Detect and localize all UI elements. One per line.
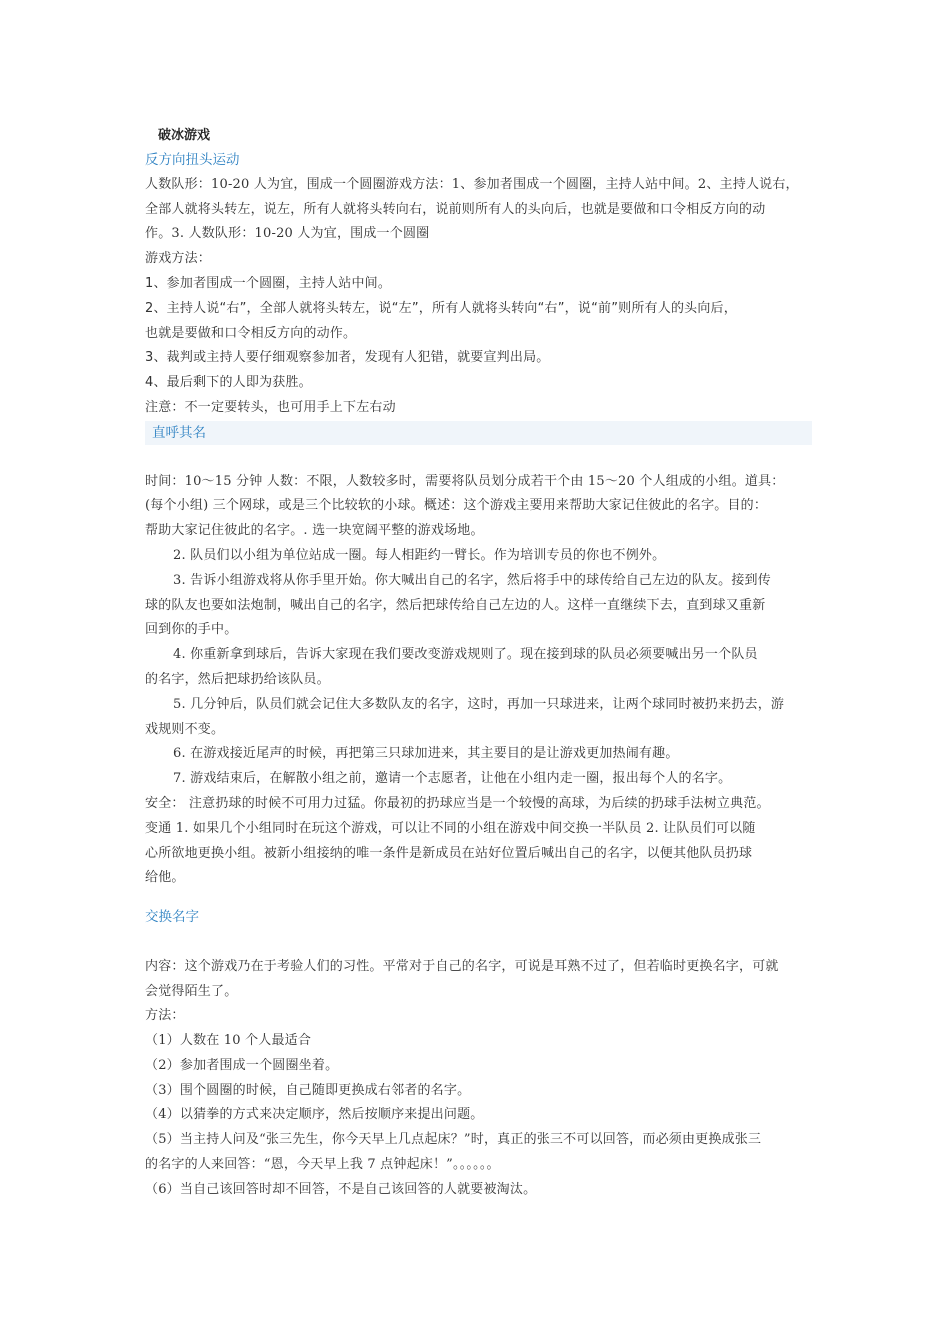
paragraph-line: 全部人就将头转左，说左，所有人就将头转向右，说前则所有人的头向后，也就是要做和口令相反方向的动 (145, 201, 766, 217)
step-line: 3. 告诉小组游戏将从你手里开始。你大喊出自己的名字，然后将手中的球传给自己左边的队友。接到传 (173, 572, 771, 588)
step-line: 回到你的手中。 (145, 622, 238, 638)
step-line: 4. 你重新拿到球后，告诉大家现在我们要改变游戏规则了。现在接到球的队员必须要喊出另一个队员 (173, 647, 758, 663)
paragraph-line: 内容：这个游戏乃在于考验人们的习性。平常对于自己的名字，可说是耳熟不过了，但若临时更换名字，可就 (145, 958, 779, 974)
note-line: 注意：不一定要转头，也可用手上下左右动 (145, 399, 396, 415)
paragraph-line: 时间：10～15 分钟 人数：不限，人数较多时，需要将队员划分成若干个由 15～20 个人组成的小组。道具： (145, 473, 785, 489)
list-item: （3）围个圆圈的时候，自己随即更换成右邻者的名字。 (145, 1082, 471, 1098)
list-item: 1、参加者围成一个圆圈，主持人站中间。 (145, 275, 392, 291)
paragraph-line: 帮助大家记住彼此的名字。. 选一块宽阔平整的游戏场地。 (145, 523, 484, 539)
safety-line: 安全： 注意扔球的时候不可用力过猛。你最初的扔球应当是一个较慢的高球，为后续的扔球手法树立典范。 (145, 795, 770, 811)
spacer (145, 445, 817, 470)
step-line: 5. 几分钟后，队员们就会记住大多数队友的名字，这时，再加一只球进来，让两个球同时被扔来扔去，游 (173, 696, 785, 712)
step-line: 2. 队员们以小组为单位站成一圈。每人相距约一臂长。作为培训专员的你也不例外。 (173, 547, 666, 563)
paragraph-line: 游戏方法： (145, 251, 212, 267)
list-item-continuation: 的名字的人来回答：“恩，今天早上我 7 点钟起床！”。。。。。。 (145, 1157, 500, 1173)
paragraph-line: 会觉得陌生了。 (145, 983, 238, 999)
list-item: 2、主持人说“右”，全部人就将头转左，说“左”，所有人就将头转向“右”，说“前”则所有人的头向后， (145, 300, 737, 316)
list-item: （4）以猜拳的方式来决定顺序，然后按顺序来提出问题。 (145, 1107, 484, 1123)
variation-line: 给他。 (145, 870, 185, 886)
spacer (145, 891, 817, 905)
step-line: 球的队友也要如法炮制，喊出自己的名字，然后把球传给自己左边的人。这样一直继续下去，直到球又重新 (145, 597, 766, 613)
list-item: （1）人数在 10 个人最适合 (145, 1033, 312, 1049)
paragraph-line: 人数队形：10-20 人为宜，围成一个圆圈游戏方法：1、参加者围成一个圆圈，主持人站中间。2、主持人说右， (145, 176, 799, 192)
step-line: 6. 在游戏接近尾声的时候，再把第三只球加进来，其主要目的是让游戏更加热闹有趣。 (173, 746, 679, 762)
list-item: 4、最后剩下的人即为获胜。 (145, 375, 312, 391)
list-item: （5）当主持人问及“张三先生，你今天早上几点起床？”时，真正的张三不可以回答，而必须由更换成张三 (145, 1132, 762, 1148)
paragraph-line: 方法： (145, 1008, 185, 1024)
spacer (145, 930, 817, 955)
step-line: 7. 游戏结束后，在解散小组之前，邀请一个志愿者，让他在小组内走一圈，报出每个人的名字。 (173, 771, 732, 787)
section-heading-call-name: 直呼其名 (145, 421, 812, 445)
document-page (145, 124, 817, 1203)
list-item: 3、裁判或主持人要仔细观察参加者，发现有人犯错，就要宣判出局。 (145, 350, 550, 366)
section-heading-swap-names: 交换名字 (145, 909, 199, 926)
list-item-continuation: 也就是要做和口令相反方向的动作。 (145, 325, 357, 341)
section-heading-reverse-head: 反方向扭头运动 (145, 152, 240, 168)
list-item: （6）当自己该回答时却不回答，不是自己该回答的人就要被淘汰。 (145, 1181, 537, 1197)
paragraph-line: (每个小组) 三个网球，或是三个比较软的小球。概述：这个游戏主要用来帮助大家记住彼此的名字。目的： (145, 498, 768, 514)
document-title: 破冰游戏 (158, 128, 211, 143)
paragraph-line: 作。3. 人数队形：10-20 人为宜，围成一个圆圈 (145, 226, 430, 242)
step-line: 的名字，然后把球扔给该队员。 (145, 671, 330, 687)
list-item: （2）参加者围成一个圆圈坐着。 (145, 1057, 339, 1073)
variation-line: 心所欲地更换小组。被新小组接纳的唯一条件是新成员在站好位置后喊出自己的名字，以便其他队员扔球 (145, 845, 753, 861)
step-line: 戏规则不变。 (145, 721, 225, 737)
variation-line: 变通 1. 如果几个小组同时在玩这个游戏，可以让不同的小组在游戏中间交换一半队员 2. 让队员们可以随 (145, 820, 756, 836)
